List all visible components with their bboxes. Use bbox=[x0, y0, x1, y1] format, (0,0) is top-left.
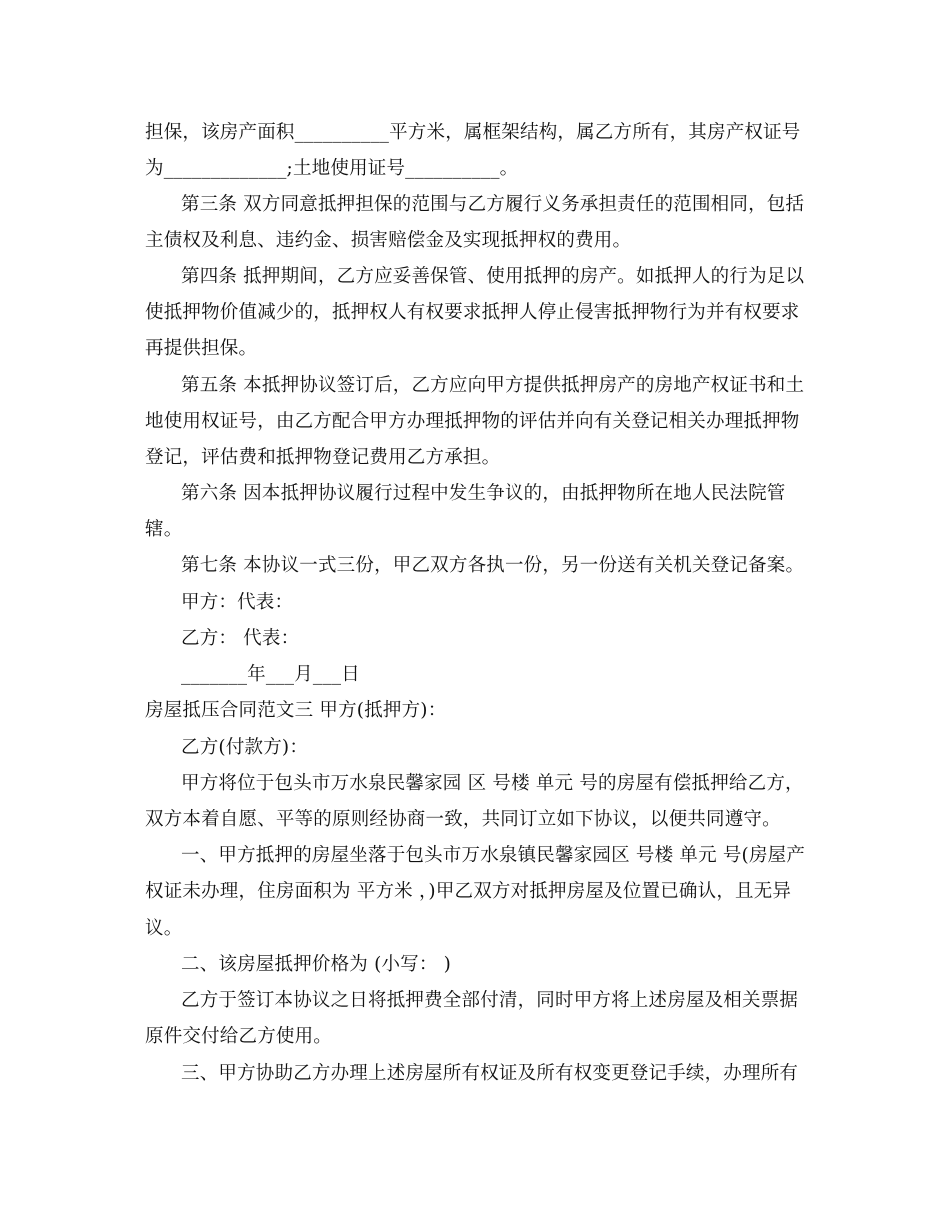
text-line: 双方本着自愿、平等的原则经协商一致，共同订立如下协议，以便共同遵守。 bbox=[145, 809, 781, 830]
section-title: 房屋抵压合同范文三 甲方(抵押方)： bbox=[145, 700, 447, 721]
party-b-line: 乙方(付款方)： bbox=[181, 737, 309, 758]
text-line: 辖。 bbox=[145, 519, 183, 540]
signature-party-b: 乙方： 代表： bbox=[181, 628, 300, 649]
clause-3: 第三条 双方同意抵押担保的范围与乙方履行义务承担责任的范围相同，包括 bbox=[181, 194, 805, 215]
text-line: 议。 bbox=[145, 918, 183, 939]
text-line: 乙方于签订本协议之日将抵押费全部付清，同时甲方将上述房屋及相关票据 bbox=[181, 990, 799, 1011]
text-line: 原件交付给乙方使用。 bbox=[145, 1026, 333, 1047]
clause-5: 第五条 本抵押协议签订后，乙方应向甲方提供抵押房产的房地产权证书和土 bbox=[181, 375, 805, 396]
date-line: _______年___月___日 bbox=[181, 664, 360, 685]
text-line: 地使用权证号，由乙方配合甲方办理抵押物的评估并向有关登记相关办理抵押物 bbox=[145, 411, 800, 432]
text-line: 权证未办理，住房面积为 平方米 ，)甲乙双方对抵押房屋及位置已确认，且无异 bbox=[145, 881, 792, 902]
text-line: 为_____________;土地使用证号__________。 bbox=[145, 158, 519, 179]
text-line: 再提供担保。 bbox=[145, 338, 258, 359]
clause-2: 二、该房屋抵押价格为 (小写： ) bbox=[181, 954, 452, 975]
text-line: 甲方将位于包头市万水泉民馨家园 区 号楼 单元 号的房屋有偿抵押给乙方， bbox=[181, 773, 804, 794]
clause-4: 第四条 抵押期间，乙方应妥善保管、使用抵押的房产。如抵押人的行为足以 bbox=[181, 266, 805, 287]
clause-6: 第六条 因本抵押协议履行过程中发生争议的，由抵押物所在地人民法院管 bbox=[181, 483, 786, 504]
clause-3b: 三、甲方协助乙方办理上述房屋所有权证及所有权变更登记手续，办理所有 bbox=[181, 1063, 799, 1084]
text-line: 担保，该房产面积__________平方米，属框架结构，属乙方所有，其房产权证号 bbox=[145, 122, 801, 143]
clause-7: 第七条 本协议一式三份，甲乙双方各执一份，另一份送有关机关登记备案。 bbox=[181, 555, 805, 576]
text-line: 主债权及利息、违约金、损害赔偿金及实现抵押权的费用。 bbox=[145, 230, 632, 251]
text-line: 使抵押物价值减少的，抵押权人有权要求抵押人停止侵害抵押物行为并有权要求 bbox=[145, 302, 800, 323]
clause-1: 一、甲方抵押的房屋坐落于包头市万水泉镇民馨家园区 号楼 单元 号(房屋产 bbox=[181, 845, 806, 866]
signature-party-a: 甲方：代表： bbox=[181, 592, 294, 613]
text-line: 登记，评估费和抵押物登记费用乙方承担。 bbox=[145, 447, 501, 468]
